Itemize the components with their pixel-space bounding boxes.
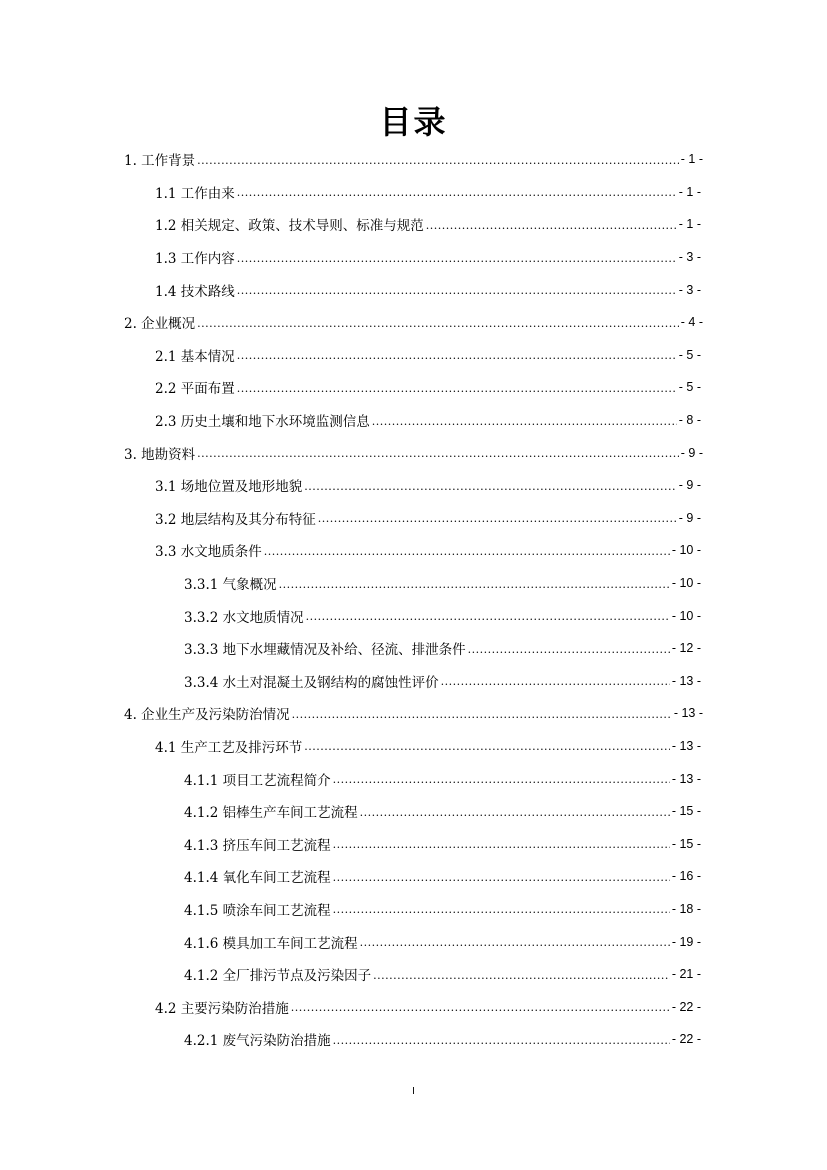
toc-entry[interactable] xyxy=(0,827,827,860)
toc-entry[interactable] xyxy=(0,241,827,274)
toc-entry-page: - 1 - xyxy=(678,184,701,199)
toc-entry[interactable] xyxy=(0,176,827,209)
toc-entry-label: 3.3.2 水文地质情况 xyxy=(184,609,304,626)
toc-entry-page: - 22 - xyxy=(671,1032,701,1047)
toc-entry-page: - 13 - xyxy=(673,706,703,721)
toc-entry[interactable] xyxy=(0,339,827,372)
page-number-footer: I xyxy=(412,1086,415,1097)
toc-entry-page: - 13 - xyxy=(671,673,701,688)
toc-entry-label: 1.4 技术路线 xyxy=(155,283,235,300)
toc-dot-leader xyxy=(360,806,670,819)
toc-entry-page: - 22 - xyxy=(671,999,701,1014)
toc-entry-page: - 3 - xyxy=(678,282,701,297)
toc-entry[interactable] xyxy=(0,925,827,958)
toc-entry[interactable] xyxy=(0,404,827,437)
toc-entry-label: 3.3.1 气象概况 xyxy=(184,577,277,594)
toc-entry-label: 4.1.3 挤压车间工艺流程 xyxy=(184,837,331,854)
toc-dot-leader xyxy=(372,415,677,428)
toc-entry[interactable] xyxy=(0,273,827,306)
page-title: 目录 xyxy=(379,103,448,141)
toc-entry-label: 4.1.5 喷涂车间工艺流程 xyxy=(184,902,331,919)
toc-entry-page: - 5 - xyxy=(678,380,701,395)
toc-entry-label: 3.3 水文地质条件 xyxy=(155,544,262,561)
toc-entry-page: - 10 - xyxy=(671,608,701,623)
toc-entry[interactable] xyxy=(0,599,827,632)
toc-dot-leader xyxy=(426,219,677,232)
toc-dot-leader xyxy=(333,871,670,884)
toc-dot-leader xyxy=(304,740,670,753)
toc-entry-page: - 9 - xyxy=(680,445,703,460)
toc-entry-label: 1.1 工作由来 xyxy=(155,185,235,202)
toc-dot-leader xyxy=(237,284,677,297)
toc-entry[interactable] xyxy=(0,958,827,991)
toc-entry-page: - 12 - xyxy=(671,641,701,656)
toc-entry-label: 2.2 平面布置 xyxy=(155,381,235,398)
toc-dot-leader xyxy=(279,578,670,591)
toc-entry-label: 4.1 生产工艺及排污环节 xyxy=(155,739,303,756)
toc-entry-label: 4.2.1 废气污染防治措施 xyxy=(184,1033,331,1050)
toc-dot-leader xyxy=(237,186,677,199)
toc-entry-page: - 1 - xyxy=(680,152,703,167)
toc-dot-leader xyxy=(197,447,679,460)
toc-dot-leader xyxy=(468,643,670,656)
toc-entry[interactable] xyxy=(0,665,827,698)
toc-entry[interactable] xyxy=(0,697,827,730)
toc-entry-label: 1. 工作背景 xyxy=(124,153,196,170)
toc-entry-label: 1.2 相关规定、政策、技术导则、标准与规范 xyxy=(155,218,424,235)
toc-dot-leader xyxy=(441,675,670,688)
toc-entry-page: - 13 - xyxy=(671,738,701,753)
toc-dot-leader xyxy=(264,545,670,558)
toc-entry-label: 2. 企业概况 xyxy=(124,316,196,333)
toc-entry-label: 3.3.4 水土对混凝土及钢结构的腐蚀性评价 xyxy=(184,674,439,691)
toc-dot-leader xyxy=(318,512,677,525)
toc-entry[interactable] xyxy=(0,632,827,665)
toc-entry-label: 4.1.4 氧化车间工艺流程 xyxy=(184,870,331,887)
toc-dot-leader xyxy=(291,1001,670,1014)
toc-entry-page: - 15 - xyxy=(671,836,701,851)
toc-entry-label: 2.3 历史土壤和地下水环境监测信息 xyxy=(155,414,370,431)
toc-entry[interactable] xyxy=(0,893,827,926)
toc-entry-page: - 19 - xyxy=(671,934,701,949)
toc-entry-label: 3.3.3 地下水埋藏情况及补给、径流、排泄条件 xyxy=(184,642,466,659)
toc-entry[interactable] xyxy=(0,567,827,600)
toc-entry-label: 4. 企业生产及污染防治情况 xyxy=(124,707,290,724)
toc-entry-label: 4.1.1 项目工艺流程简介 xyxy=(184,772,331,789)
toc-dot-leader xyxy=(333,1034,670,1047)
toc-entry-page: - 3 - xyxy=(678,250,701,265)
toc-entry[interactable] xyxy=(0,990,827,1023)
toc-entry-page: - 5 - xyxy=(678,347,701,362)
toc-entry[interactable] xyxy=(0,502,827,535)
toc-dot-leader xyxy=(333,773,670,786)
toc-entry[interactable] xyxy=(0,208,827,241)
toc-entry-label: 3. 地勘资料 xyxy=(124,446,196,463)
toc-entry-label: 3.1 场地位置及地形地貌 xyxy=(155,479,303,496)
toc-entry-page: - 4 - xyxy=(680,315,703,330)
toc-entry-page: - 15 - xyxy=(671,804,701,819)
toc-dot-leader xyxy=(292,708,672,721)
toc-entry-page: - 10 - xyxy=(671,576,701,591)
toc-entry[interactable] xyxy=(0,436,827,469)
toc-entry-label: 3.2 地层结构及其分布特征 xyxy=(155,511,316,528)
toc-entry-label: 1.3 工作内容 xyxy=(155,251,235,268)
toc-entry-label: 4.1.6 模具加工车间工艺流程 xyxy=(184,935,358,952)
toc-dot-leader xyxy=(237,252,677,265)
toc-dot-leader xyxy=(237,349,677,362)
toc-dot-leader xyxy=(197,317,679,330)
toc-dot-leader xyxy=(304,480,677,493)
toc-entry[interactable] xyxy=(0,469,827,502)
toc-dot-leader xyxy=(306,610,670,623)
toc-entry-page: - 1 - xyxy=(678,217,701,232)
toc-entry-page: - 8 - xyxy=(678,413,701,428)
toc-entry-label: 2.1 基本情况 xyxy=(155,348,235,365)
toc-entry[interactable] xyxy=(0,534,827,567)
toc-dot-leader xyxy=(373,969,670,982)
toc-dot-leader xyxy=(333,903,670,916)
toc-dot-leader xyxy=(360,936,670,949)
toc-entry-page: - 21 - xyxy=(671,967,701,982)
toc-entry-page: - 10 - xyxy=(671,543,701,558)
toc-entry[interactable] xyxy=(0,143,827,176)
toc-entry[interactable] xyxy=(0,1023,827,1056)
toc-entry[interactable] xyxy=(0,371,827,404)
toc-dot-leader xyxy=(237,382,677,395)
toc-entry[interactable] xyxy=(0,860,827,893)
toc-dot-leader xyxy=(197,154,679,167)
toc-entry-page: - 9 - xyxy=(678,478,701,493)
toc-entry-label: 4.2 主要污染防治措施 xyxy=(155,1000,289,1017)
toc-entry[interactable] xyxy=(0,730,827,763)
toc-entry[interactable] xyxy=(0,762,827,795)
toc-entry-label: 4.1.2 全厂排污节点及污染因子 xyxy=(184,968,372,985)
toc-dot-leader xyxy=(333,838,670,851)
toc-entry-page: - 9 - xyxy=(678,510,701,525)
toc-entry[interactable] xyxy=(0,795,827,828)
toc-entry-page: - 16 - xyxy=(671,869,701,884)
toc-entry[interactable] xyxy=(0,306,827,339)
table-of-contents xyxy=(0,143,827,1056)
toc-entry-page: - 13 - xyxy=(671,771,701,786)
toc-entry-label: 4.1.2 铝棒生产车间工艺流程 xyxy=(184,805,358,822)
toc-entry-page: - 18 - xyxy=(671,901,701,916)
